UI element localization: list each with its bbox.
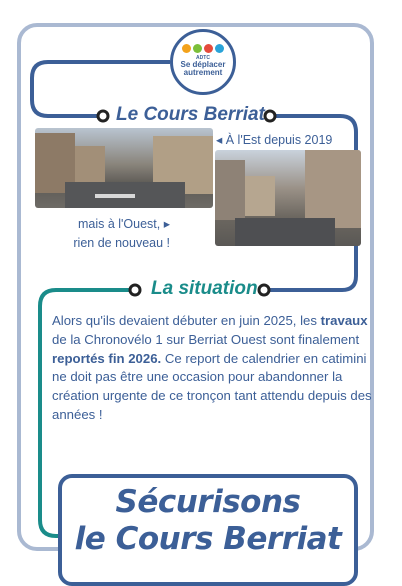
- stop-dot-3: [130, 285, 140, 295]
- situation-paragraph: [52, 312, 372, 425]
- logo-dots: [173, 44, 233, 55]
- photo-east-street: [35, 128, 213, 208]
- photo-west-street: [215, 150, 361, 246]
- adtc-logo: [170, 29, 236, 95]
- slogan-banner: [58, 474, 358, 586]
- stop-dot-2: [265, 111, 275, 121]
- caption-west: [40, 215, 170, 253]
- slogan-line-1: Sécurisons: [115, 484, 301, 520]
- para-text-1: Alors qu'ils devaient débuter en juin 2025, les: [52, 313, 321, 328]
- para-text-2: de la Chronovélo 1 sur Berriat Ouest sont finalement: [52, 331, 360, 347]
- logo-dot-red: [204, 44, 213, 53]
- para-text-3: Ce report de calendrier en catimini ne doit pas être une occasion pour abandonner la création urgente de ce tronçon tant attendu depuis des années !: [52, 350, 372, 422]
- section-title-cours: Le Cours Berriat: [116, 104, 265, 125]
- logo-tagline-2: autrement: [183, 68, 223, 77]
- logo-dot-blue: [215, 44, 224, 53]
- logo-dot-green: [193, 44, 202, 53]
- caption-west-line-2: rien de nouveau !: [73, 236, 170, 250]
- stop-dot-4: [259, 285, 269, 295]
- para-bold-travaux: travaux: [320, 313, 368, 328]
- slogan-line-2: le Cours Berriat: [74, 521, 342, 557]
- caption-east: ◂ À l'Est depuis 2019: [216, 133, 333, 147]
- caption-west-line-1: mais à l'Ouest, ▸: [77, 217, 170, 231]
- logo-tagline-1: Se déplacer: [180, 60, 226, 69]
- logo-acronym: ADTC: [196, 55, 210, 61]
- stop-dot-1: [98, 111, 108, 121]
- logo-dot-orange: [182, 44, 191, 53]
- para-bold-reportes: reportés fin 2026.: [52, 350, 162, 366]
- section-title-situation: La situation: [151, 278, 258, 299]
